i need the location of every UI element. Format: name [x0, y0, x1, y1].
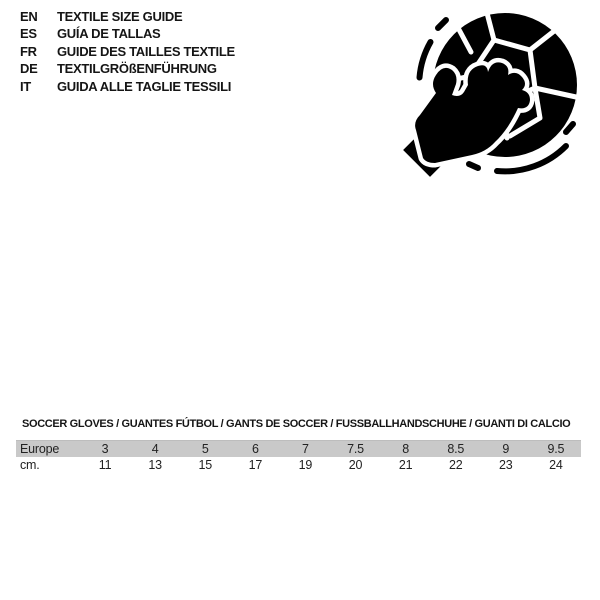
language-label: GUÍA DE TALLAS	[57, 26, 161, 42]
europe-size-cell: 9	[481, 441, 531, 458]
cm-size-cell: 24	[531, 457, 581, 473]
europe-size-cell: 5	[180, 441, 230, 458]
language-guide-list	[20, 9, 235, 96]
cm-size-cell: 15	[180, 457, 230, 473]
language-row-it	[20, 79, 235, 96]
cm-size-cell: 21	[381, 457, 431, 473]
europe-size-cell: 7	[280, 441, 330, 458]
language-row-fr	[20, 44, 235, 61]
language-code: FR	[20, 43, 37, 59]
europe-size-cell: 4	[130, 441, 180, 458]
europe-size-cell: 9.5	[531, 441, 581, 458]
size-table-row-cm	[16, 457, 581, 473]
europe-size-cell: 6	[230, 441, 280, 458]
cm-size-cell: 11	[80, 457, 130, 473]
language-label: GUIDE DES TAILLES TEXTILE	[57, 43, 235, 59]
language-row-de	[20, 61, 235, 78]
row-label-cm: cm.	[16, 457, 80, 473]
language-row-es	[20, 26, 235, 43]
cm-size-cell: 13	[130, 457, 180, 473]
size-table	[16, 440, 581, 473]
language-code: ES	[20, 26, 37, 42]
language-code: DE	[20, 61, 38, 77]
cm-size-cell: 19	[280, 457, 330, 473]
europe-size-cell: 8.5	[431, 441, 481, 458]
language-row-en	[20, 9, 235, 26]
size-table-title: SOCCER GLOVES / GUANTES FÚTBOL / GANTS DE SOCCER / FUSSBALLHANDSCHUHE / GUANTI DI CALCIO	[22, 418, 571, 430]
europe-size-cell: 7.5	[330, 441, 380, 458]
row-label-europe: Europe	[16, 441, 80, 458]
europe-size-cell: 8	[381, 441, 431, 458]
cm-size-cell: 20	[330, 457, 380, 473]
cm-size-cell: 17	[230, 457, 280, 473]
cm-size-cell: 22	[431, 457, 481, 473]
goalkeeper-glove-ball-icon	[390, 0, 580, 190]
cm-size-cell: 23	[481, 457, 531, 473]
size-table-row-europe	[16, 441, 581, 458]
language-code: EN	[20, 9, 38, 24]
language-label: TEXTILGRÖßENFÜHRUNG	[57, 61, 217, 77]
language-label: GUIDA ALLE TAGLIE TESSILI	[57, 78, 232, 94]
language-label: TEXTILE SIZE GUIDE	[57, 9, 183, 24]
europe-size-cell: 3	[80, 441, 130, 458]
language-code: IT	[20, 78, 31, 94]
